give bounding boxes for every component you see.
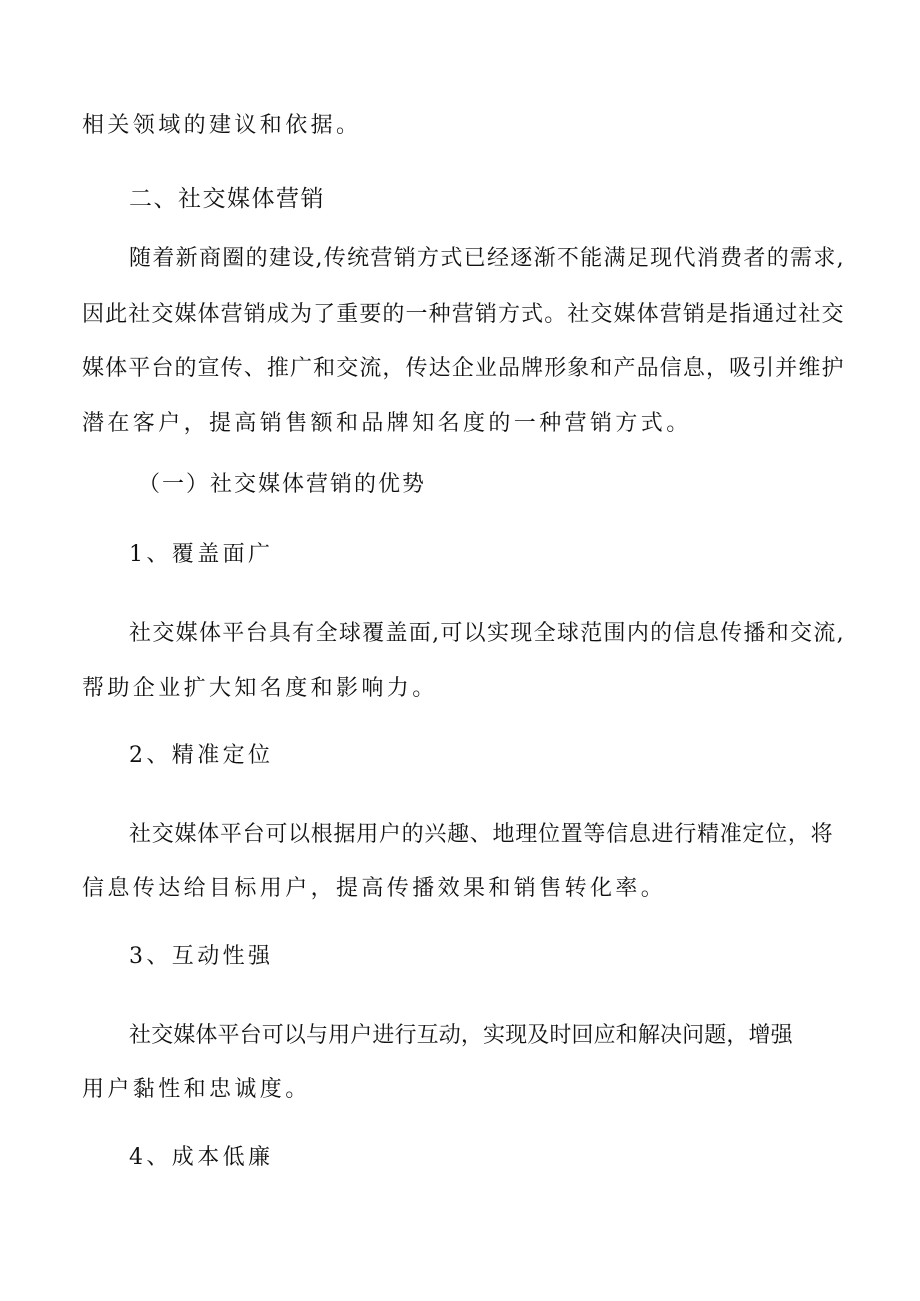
text-char: 互 (416, 1023, 439, 1048)
text-char: 的 (245, 246, 268, 271)
text-char: 位 (537, 822, 560, 847)
text-char: 以 (283, 1023, 306, 1048)
text-char: 随 (129, 246, 152, 271)
text-char: 媒 (174, 302, 197, 327)
text-char: 应 (593, 1023, 616, 1048)
text-char: 交 (151, 822, 174, 847)
text-char: 社 (129, 621, 152, 646)
text-char: 实 (483, 1023, 506, 1048)
text-char: 商 (198, 246, 221, 271)
paragraph-line: 用户黏性和忠诚度。 (82, 1077, 311, 1102)
text-char: 形 (544, 356, 567, 381)
text-char: 已 (463, 246, 486, 271)
text-char: 、 (243, 356, 266, 381)
text-char: 营 (659, 302, 682, 327)
text-char: 广 (289, 356, 312, 381)
text-char: 精 (696, 822, 719, 847)
text-char: 通 (752, 302, 775, 327)
text-char: 及 (527, 1023, 550, 1048)
text-char: 户 (350, 1023, 373, 1048)
text-char: 能 (580, 246, 603, 271)
text-char: 定 (742, 822, 765, 847)
text-char: 体 (198, 621, 221, 646)
text-char: 等 (583, 822, 606, 847)
text-char: 此 (105, 302, 128, 327)
paragraph-line (82, 354, 844, 384)
text-char: 台 (151, 356, 174, 381)
text-char: 理 (515, 822, 538, 847)
text-char: 台 (245, 621, 268, 646)
text-char: 兴 (424, 822, 447, 847)
text-char: 平 (222, 621, 245, 646)
text-char: 足 (626, 246, 649, 271)
text-char: 满 (603, 246, 626, 271)
text-char: 交 (790, 621, 813, 646)
text-char: 推 (266, 356, 289, 381)
text-char: 可 (261, 1023, 284, 1048)
text-char: 交 (821, 302, 844, 327)
text-char: 销 (474, 302, 497, 327)
text-char: 交 (590, 302, 613, 327)
text-char: 范 (580, 621, 603, 646)
text-char: 体 (195, 1023, 218, 1048)
text-char: 回 (571, 1023, 594, 1048)
text-char: 的 (650, 621, 673, 646)
text-char: 信 (659, 356, 682, 381)
text-char: 渐 (533, 246, 556, 271)
text-char: 经 (486, 246, 509, 271)
text-char: 品 (497, 356, 520, 381)
text-char: 统 (347, 246, 370, 271)
text-char: 息 (696, 621, 719, 646)
subsection-heading: （一）社交媒体营销的优势 (138, 472, 427, 497)
text-char: 和 (590, 356, 613, 381)
text-char: 设 (292, 246, 315, 271)
text-char: 吸 (729, 356, 752, 381)
paragraph-continuation: 相关领域的建议和依据。 (82, 113, 362, 138)
text-char: 可 (265, 822, 288, 847)
text-char: 根 (310, 822, 333, 847)
text-char: 品 (636, 356, 659, 381)
text-char: 动 (438, 1023, 461, 1048)
text-char: 建 (268, 246, 291, 271)
paragraph-line (129, 244, 844, 274)
text-char: 的 (401, 822, 424, 847)
text-char: 求 (813, 246, 836, 271)
text-char: 重 (336, 302, 359, 327)
text-char: 方 (497, 302, 520, 327)
text-char: 全 (533, 621, 556, 646)
text-char: 为 (289, 302, 312, 327)
text-char: 题 (704, 1023, 727, 1048)
text-char: 一 (405, 302, 428, 327)
text-char: 的 (766, 246, 789, 271)
text-char: , (315, 246, 323, 271)
text-char: 位 (765, 822, 788, 847)
item-heading: 2、精准定位 (129, 743, 274, 768)
text-char: 着 (152, 246, 175, 271)
section-heading: 二、社交媒体营销 (129, 186, 325, 212)
text-char: 围 (603, 621, 626, 646)
text-char: 全 (315, 621, 338, 646)
text-char: 户 (378, 822, 401, 847)
text-char: 台 (242, 822, 265, 847)
text-char: 象 (567, 356, 590, 381)
text-char: , (432, 621, 440, 646)
text-char: 盖 (385, 621, 408, 646)
text-char: 体 (197, 822, 220, 847)
text-char: , (836, 621, 844, 646)
text-char: 具 (268, 621, 291, 646)
text-char: 传 (405, 356, 428, 381)
text-char: 进 (651, 822, 674, 847)
text-char: 趣 (447, 822, 470, 847)
text-char: 实 (486, 621, 509, 646)
text-char: 进 (372, 1023, 395, 1048)
text-char: 代 (673, 246, 696, 271)
text-char: 和 (766, 621, 789, 646)
text-char: 息 (682, 356, 705, 381)
paragraph-line (129, 619, 844, 649)
paragraph-line (129, 1021, 793, 1051)
text-char: 信 (606, 822, 629, 847)
text-char: 媒 (613, 302, 636, 327)
text-char: 并 (775, 356, 798, 381)
text-char: 销 (243, 302, 266, 327)
text-char: 和 (615, 1023, 638, 1048)
text-char: 业 (474, 356, 497, 381)
text-char: 新 (175, 246, 198, 271)
text-char: 媒 (173, 1023, 196, 1048)
text-char: 逐 (510, 246, 533, 271)
text-char: 种 (428, 302, 451, 327)
text-char: 面 (408, 621, 431, 646)
text-char: 流 (359, 356, 382, 381)
text-char: 社 (129, 1023, 152, 1048)
text-char: 息 (628, 822, 651, 847)
paragraph-line: 潜在客户，提高销售额和品牌知名度的一种营销方式。 (82, 411, 692, 436)
text-char: 的 (382, 302, 405, 327)
text-char: 护 (821, 356, 844, 381)
paragraph-line (129, 820, 833, 850)
text-char: ， (705, 356, 728, 381)
text-char: 营 (451, 302, 474, 327)
text-char: 社 (128, 302, 151, 327)
text-char: 信 (673, 621, 696, 646)
text-char: 解 (637, 1023, 660, 1048)
text-char: , (836, 246, 844, 271)
text-char: 成 (266, 302, 289, 327)
item-heading: 1、覆盖面广 (129, 542, 274, 567)
text-char: 的 (174, 356, 197, 381)
text-char: 平 (217, 1023, 240, 1048)
text-char: 圈 (222, 246, 245, 271)
text-char: 企 (451, 356, 474, 381)
text-char: 可 (440, 621, 463, 646)
text-char: 消 (696, 246, 719, 271)
text-char: 需 (790, 246, 813, 271)
text-char: 式 (521, 302, 544, 327)
text-char: 维 (798, 356, 821, 381)
text-char: 传 (323, 246, 346, 271)
text-char: 产 (613, 356, 636, 381)
text-char: 引 (752, 356, 775, 381)
text-char: 播 (743, 621, 766, 646)
text-char: 社 (129, 822, 152, 847)
text-char: 。 (544, 302, 567, 327)
text-char: 社 (798, 302, 821, 327)
text-char: 交 (151, 302, 174, 327)
text-char: 要 (359, 302, 382, 327)
text-char: 者 (743, 246, 766, 271)
paragraph-line (82, 300, 844, 330)
text-char: 现 (505, 1023, 528, 1048)
text-char: 据 (333, 822, 356, 847)
text-char: 置 (560, 822, 583, 847)
text-char: 与 (306, 1023, 329, 1048)
text-char: 平 (128, 356, 151, 381)
text-char: 方 (417, 246, 440, 271)
text-char: 有 (292, 621, 315, 646)
text-char: ， (382, 356, 405, 381)
text-char: 体 (636, 302, 659, 327)
text-char: 球 (556, 621, 579, 646)
text-char: 内 (626, 621, 649, 646)
text-char: 达 (428, 356, 451, 381)
item-heading: 4、成本低廉 (129, 1145, 274, 1170)
text-char: 以 (463, 621, 486, 646)
text-char: 是 (705, 302, 728, 327)
text-char: 交 (151, 1023, 174, 1048)
paragraph-line: 帮助企业扩大知名度和影响力。 (82, 676, 438, 701)
text-char: 流 (813, 621, 836, 646)
text-char: 媒 (174, 822, 197, 847)
text-char: 和 (313, 356, 336, 381)
text-char: 交 (336, 356, 359, 381)
text-char: 销 (682, 302, 705, 327)
text-char: 因 (82, 302, 105, 327)
text-char: 平 (219, 822, 242, 847)
text-char: 将 (810, 822, 833, 847)
text-char: 过 (775, 302, 798, 327)
text-char: 不 (556, 246, 579, 271)
text-char: ， (726, 1023, 749, 1048)
text-char: 地 (492, 822, 515, 847)
text-char: 体 (105, 356, 128, 381)
text-char: 牌 (521, 356, 544, 381)
text-char: 媒 (82, 356, 105, 381)
text-char: 现 (650, 246, 673, 271)
text-char: 传 (720, 621, 743, 646)
text-char: 交 (152, 621, 175, 646)
text-char: 时 (549, 1023, 572, 1048)
text-char: 行 (674, 822, 697, 847)
text-char: 社 (567, 302, 590, 327)
text-char: 用 (328, 1023, 351, 1048)
text-char: 增 (748, 1023, 771, 1048)
text-char: 营 (220, 302, 243, 327)
text-char: 强 (770, 1023, 793, 1048)
text-char: ， (787, 822, 810, 847)
text-char: 费 (720, 246, 743, 271)
text-char: 了 (313, 302, 336, 327)
paragraph-line: 信息传达给目标用户，提高传播效果和销售转化率。 (82, 876, 667, 901)
item-heading: 3、互动性强 (129, 944, 274, 969)
text-char: 问 (682, 1023, 705, 1048)
text-char: ， (460, 1023, 483, 1048)
text-char: 行 (394, 1023, 417, 1048)
text-char: 决 (660, 1023, 683, 1048)
text-char: 宣 (197, 356, 220, 381)
text-char: 以 (288, 822, 311, 847)
text-char: 台 (239, 1023, 262, 1048)
text-char: 用 (356, 822, 379, 847)
text-char: 式 (440, 246, 463, 271)
text-char: 销 (393, 246, 416, 271)
text-char: 现 (510, 621, 533, 646)
text-char: 指 (729, 302, 752, 327)
text-char: 传 (220, 356, 243, 381)
text-char: 覆 (362, 621, 385, 646)
text-char: 营 (370, 246, 393, 271)
text-char: 、 (469, 822, 492, 847)
text-char: 体 (197, 302, 220, 327)
text-char: 球 (338, 621, 361, 646)
text-char: 准 (719, 822, 742, 847)
text-char: 媒 (175, 621, 198, 646)
